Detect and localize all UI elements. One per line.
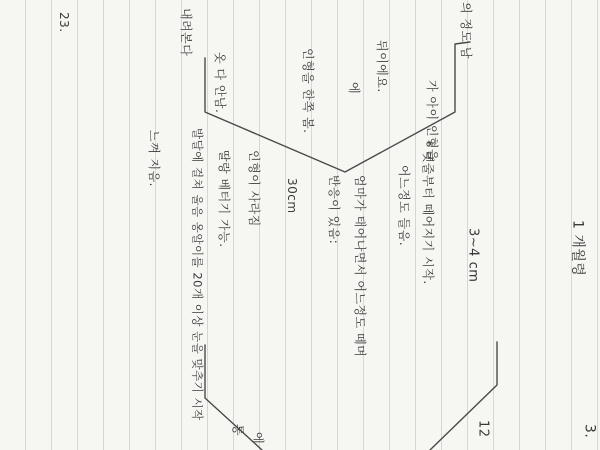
side-note: 의 정도 남 <box>459 2 473 59</box>
side-note: 뒤이에요. <box>375 40 389 93</box>
main-note: 인형이 사라짐 <box>247 150 261 227</box>
side-note: 옷 다 안남. <box>213 52 227 114</box>
main-note: 반응이 있음: <box>327 175 341 245</box>
main-note: 발달에 걸쳐 울음 옹알이를 20개 이상 눈을 맞추기 시작 <box>190 128 205 421</box>
edge-fragment: 통 <box>231 424 245 437</box>
edge-fragment: 12 <box>475 420 491 438</box>
side-note: 가 아이 인형을 <box>425 80 439 162</box>
heading-age: 1 개월령 <box>569 220 586 277</box>
main-note: 어느정도 들음. <box>397 165 411 247</box>
main-note: 30cm <box>285 178 299 214</box>
side-note: 내려본다 <box>179 8 193 57</box>
main-note: 엄마가 태어나면서 어느정도 떼며 <box>353 175 367 358</box>
main-note: * 탯줄부터 떼어지기 시작. <box>421 140 435 285</box>
main-note: 느껴 지음. <box>147 130 161 187</box>
side-note: 에 <box>347 82 361 95</box>
side-note: 인형을 한쪽 봄. <box>301 48 315 134</box>
size-note: 3~4 cm <box>465 228 481 283</box>
edge-fragment: 에 <box>251 432 265 445</box>
main-note: 딸랑 베터기 가능. <box>217 150 231 248</box>
edge-fragment: 3. <box>581 424 598 439</box>
page-number: 23. <box>57 12 71 33</box>
